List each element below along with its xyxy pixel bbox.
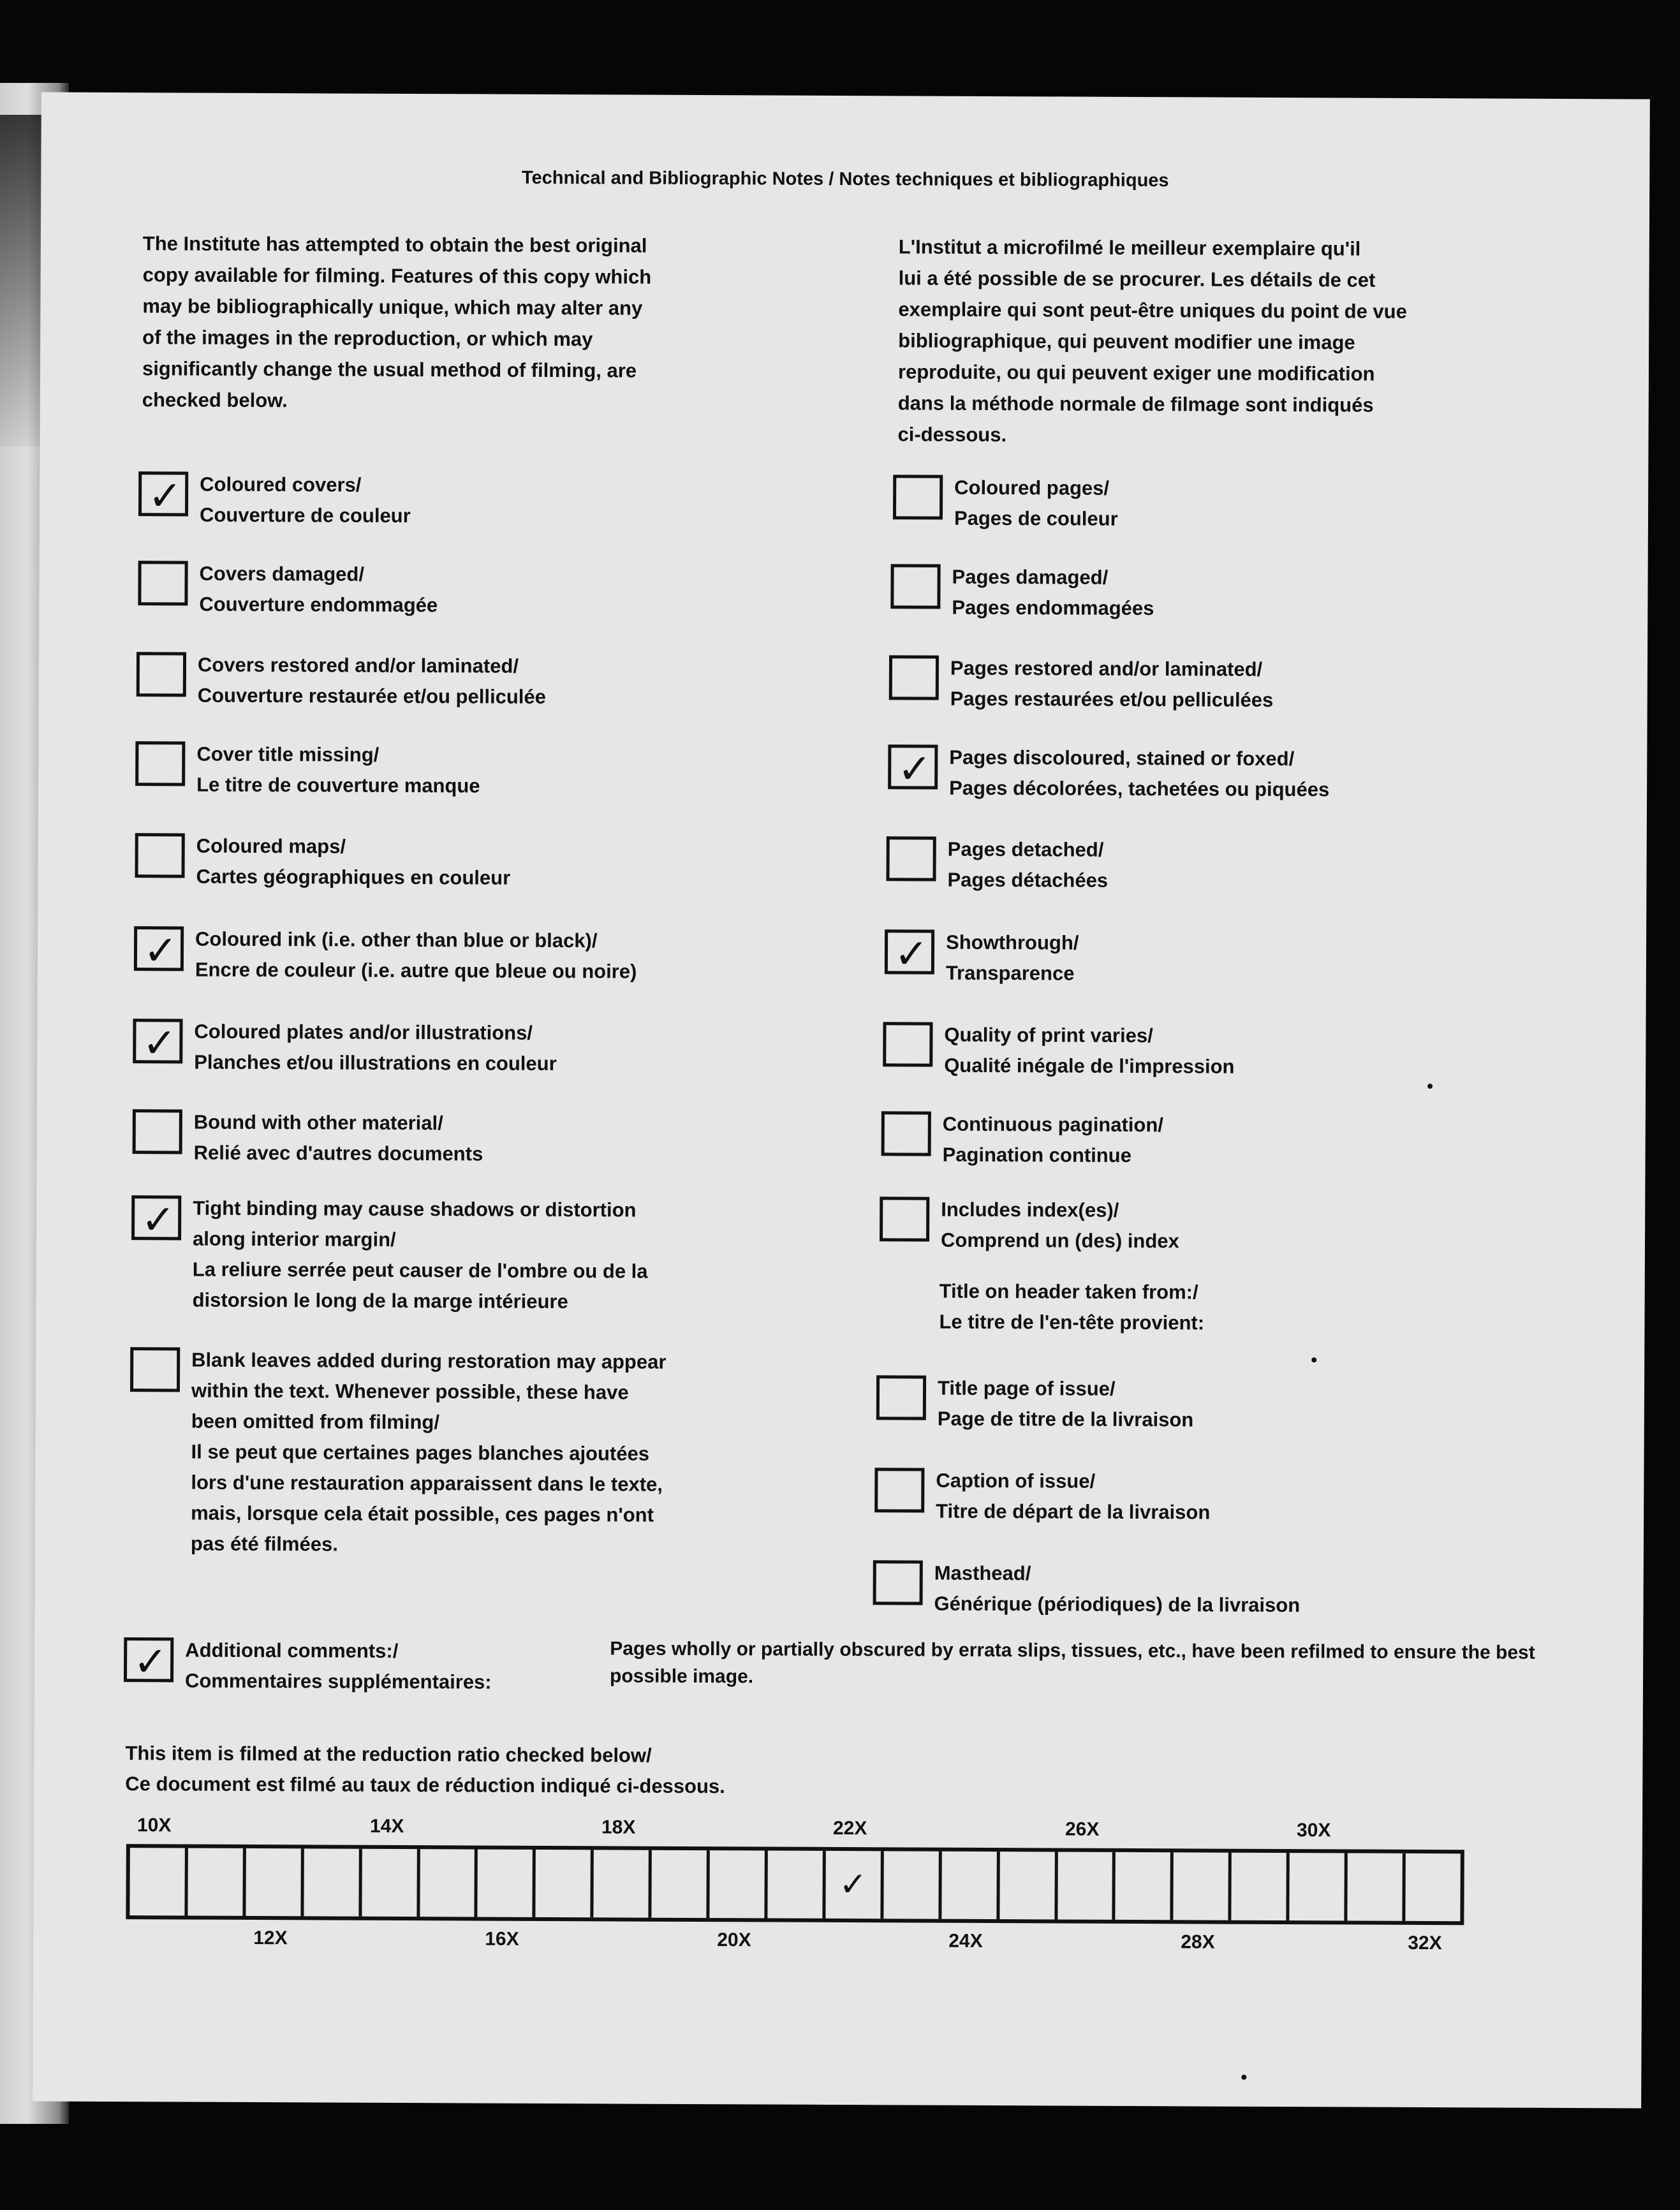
item-label: Masthead/ Générique (périodiques) de la livraison bbox=[934, 1561, 1301, 1617]
item-label: Continuous pagination/ Pagination continue bbox=[942, 1112, 1164, 1167]
item-label: Tight binding may cause shadows or distortion along interior margin/ La reliure serrée peut causer de l'ombre ou de la distorsion le long de la marge intérieure bbox=[192, 1197, 648, 1313]
scale-cell[interactable] bbox=[825, 1851, 883, 1919]
item-label: Covers damaged/ Couverture endommagée bbox=[199, 562, 438, 617]
scale-cell[interactable] bbox=[883, 1851, 941, 1919]
checkbox[interactable] bbox=[873, 1560, 923, 1605]
reduction-ratio-caption: This item is filmed at the reduction ratio checked below/ Ce document est filmé au taux de réduction indiqué ci-dessous. bbox=[125, 1742, 725, 1798]
item-label: Covers restored and/or laminated/ Couverture restaurée et/ou pelliculée bbox=[197, 653, 546, 708]
scale-label-14x: 14X bbox=[369, 1815, 404, 1838]
scale-cell[interactable] bbox=[188, 1848, 246, 1916]
reduction-ratio-scale bbox=[126, 1844, 1464, 1925]
scale-cell[interactable] bbox=[709, 1850, 767, 1918]
scale-cell[interactable] bbox=[1347, 1853, 1405, 1920]
item-label: Coloured plates and/or illustrations/ Planches et/ou illustrations en couleur bbox=[194, 1020, 557, 1075]
check-mark-icon: ✓ bbox=[839, 1865, 867, 1904]
scale-cell[interactable] bbox=[246, 1848, 304, 1916]
item-label: Caption of issue/ Titre de départ de la livraison bbox=[936, 1469, 1211, 1524]
scale-label-28x: 28X bbox=[1181, 1931, 1215, 1953]
check-mark-icon: ✓ bbox=[143, 927, 178, 975]
checkbox[interactable] bbox=[880, 1197, 929, 1241]
checkbox[interactable] bbox=[881, 1111, 931, 1156]
item-label: Coloured pages/ Pages de couleur bbox=[954, 476, 1118, 530]
intro-french: L'Institut a microfilmé le meilleur exemplaire qu'il lui a été possible de se procurer. Les détails de cet exemplaire qui sont peut-être uniques du point de vue bibliographique, qui peuvent modifier une image reproduite, ou qui peuvent exiger une modification dans la méthode normale de filmage sont indiqués ci-dessous. bbox=[897, 235, 1407, 446]
item-label: Cover title missing/ Le titre de couverture manque bbox=[196, 742, 480, 797]
checkbox[interactable] bbox=[883, 1022, 932, 1066]
item-label: Coloured ink (i.e. other than blue or black)/ Encre de couleur (i.e. autre que bleue ou noire) bbox=[195, 927, 637, 983]
checkbox[interactable] bbox=[131, 1195, 181, 1244]
check-mark-icon: ✓ bbox=[142, 1020, 177, 1068]
scale-label-16x: 16X bbox=[485, 1928, 519, 1950]
checkbox[interactable] bbox=[135, 741, 185, 786]
checkbox[interactable] bbox=[876, 1375, 926, 1420]
checkbox[interactable] bbox=[874, 1468, 924, 1512]
item-label: Title page of issue/ Page de titre de la livraison bbox=[937, 1376, 1194, 1431]
checkbox[interactable] bbox=[135, 833, 185, 878]
item-label: Quality of print varies/ Qualité inégale de l'impression bbox=[944, 1023, 1235, 1078]
checkbox[interactable] bbox=[138, 561, 188, 605]
scale-cell[interactable] bbox=[999, 1852, 1057, 1919]
checkbox[interactable] bbox=[136, 652, 186, 696]
scale-cell[interactable] bbox=[478, 1850, 536, 1917]
checkbox[interactable] bbox=[890, 564, 940, 608]
item-label: Pages restored and/or laminated/ Pages restaurées et/ou pelliculées bbox=[950, 656, 1274, 711]
item-label: Showthrough/ Transparence bbox=[945, 931, 1079, 985]
scale-label-26x: 26X bbox=[1065, 1818, 1100, 1840]
scale-cell[interactable] bbox=[420, 1849, 478, 1917]
scale-cell[interactable] bbox=[1174, 1852, 1232, 1920]
dust-speck bbox=[1241, 2075, 1246, 2080]
dust-speck bbox=[1427, 1084, 1433, 1089]
item-label: Bound with other material/ Relié avec d'autres documents bbox=[193, 1110, 483, 1165]
comments-text: Pages wholly or partially obscured by errata slips, tissues, etc., have been refilmed to ensure the best possible image. bbox=[609, 1638, 1535, 1688]
scale-cell[interactable] bbox=[536, 1850, 594, 1917]
notes-page bbox=[33, 92, 1650, 2109]
page-title: Technical and Bibliographic Notes / Notes techniques et bibliographiques bbox=[521, 167, 1169, 191]
checkbox[interactable] bbox=[133, 1019, 182, 1068]
item-label: Pages discoloured, stained or foxed/ Pages décolorées, tachetées ou piquées bbox=[949, 746, 1330, 801]
checkbox[interactable] bbox=[124, 1637, 173, 1686]
check-mark-icon: ✓ bbox=[133, 1639, 168, 1686]
scale-cell[interactable] bbox=[1405, 1853, 1460, 1921]
edge-shadow bbox=[0, 115, 45, 446]
checkbox[interactable] bbox=[133, 1109, 182, 1154]
check-mark-icon: ✓ bbox=[141, 1197, 175, 1244]
checkbox[interactable] bbox=[887, 836, 936, 881]
item-label: Blank leaves added during restoration may appear within the text. Whenever possible, these have been omitted from filming/ Il se peut que certaines pages blanches ajoutées lors d'une restauration apparaissent dans le texte, mais, lorsque cela était possible, ces pages n'ont pas été filmées. bbox=[190, 1348, 667, 1556]
scale-cell[interactable] bbox=[767, 1851, 825, 1919]
scale-cell[interactable] bbox=[1057, 1852, 1116, 1919]
checkbox[interactable] bbox=[130, 1347, 180, 1392]
scale-label-20x: 20X bbox=[717, 1929, 751, 1951]
checkbox[interactable] bbox=[138, 471, 188, 520]
item-label: Pages detached/ Pages détachées bbox=[947, 837, 1109, 892]
scale-cell[interactable] bbox=[1116, 1852, 1174, 1920]
scale-label-18x: 18X bbox=[601, 1816, 636, 1838]
checkbox[interactable] bbox=[134, 926, 184, 975]
scale-label-10x: 10X bbox=[136, 1815, 172, 1836]
checkbox[interactable] bbox=[885, 929, 934, 978]
scale-cell[interactable] bbox=[594, 1850, 652, 1917]
intro-english: The Institute has attempted to obtain the best original copy available for filming. Features of this copy which may be bibliographically unique, which may alter any of the images in the reproduction, or which may significantly change the usual method of filming, are checked below. bbox=[142, 232, 652, 412]
scale-label-12x: 12X bbox=[253, 1927, 288, 1949]
item-label: Additional comments:/ Commentaires supplémentaires: bbox=[184, 1639, 492, 1693]
item-label: Coloured covers/ Couverture de couleur bbox=[199, 473, 411, 527]
item-label: Includes index(es)/ Comprend un (des) index bbox=[940, 1198, 1179, 1253]
checkbox[interactable] bbox=[889, 655, 939, 700]
scale-cell[interactable] bbox=[1290, 1853, 1348, 1920]
checkbox[interactable] bbox=[888, 744, 938, 793]
scale-label-30x: 30X bbox=[1296, 1820, 1331, 1841]
check-mark-icon: ✓ bbox=[147, 473, 182, 520]
dust-speck bbox=[1311, 1357, 1316, 1362]
scale-cell[interactable] bbox=[362, 1849, 420, 1917]
checkbox[interactable] bbox=[893, 475, 943, 519]
item-label: Pages damaged/ Pages endommagées bbox=[952, 565, 1154, 620]
scale-label-32x: 32X bbox=[1408, 1932, 1442, 1954]
scale-cell[interactable] bbox=[304, 1848, 362, 1916]
scale-cell[interactable] bbox=[129, 1848, 188, 1915]
check-mark-icon: ✓ bbox=[897, 746, 932, 793]
check-mark-icon: ✓ bbox=[894, 931, 929, 978]
item-label: Coloured maps/ Cartes géographiques en couleur bbox=[196, 834, 511, 889]
scale-cell[interactable] bbox=[652, 1850, 710, 1918]
header-note: Title on header taken from:/ Le titre de l'en-tête provient: bbox=[939, 1279, 1205, 1334]
scale-cell[interactable] bbox=[1232, 1853, 1290, 1920]
scale-label-22x: 22X bbox=[832, 1817, 867, 1839]
scale-cell[interactable] bbox=[941, 1852, 999, 1919]
scale-label-24x: 24X bbox=[948, 1930, 983, 1952]
